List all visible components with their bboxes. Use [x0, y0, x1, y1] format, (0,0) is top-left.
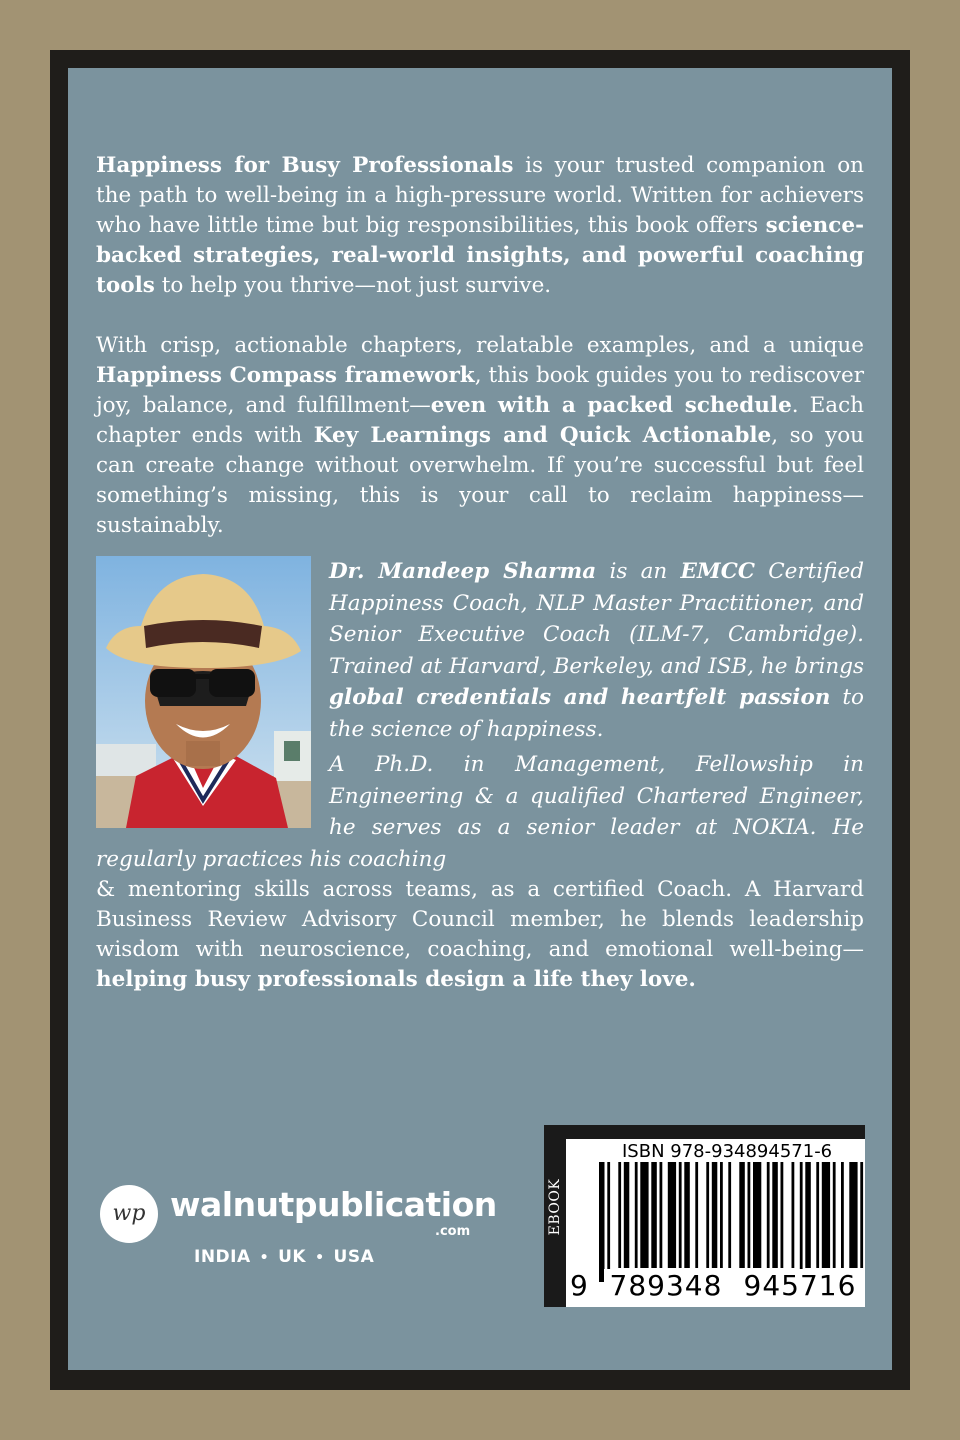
barcode-digit-first: 9 — [570, 1269, 588, 1302]
barcode-bar — [739, 1162, 745, 1268]
barcode-bar — [728, 1162, 731, 1268]
bio-highlight: helping busy professionals design a life they love. — [96, 967, 696, 992]
barcode-bar — [849, 1162, 857, 1268]
barcode-bar — [618, 1162, 621, 1268]
barcode-bar — [668, 1162, 676, 1268]
barcode-bar — [684, 1162, 690, 1268]
barcode-bar — [706, 1162, 709, 1268]
publisher-suffix: .com — [435, 1224, 471, 1239]
bio-text: A Ph.D. in Management, Fellowship in Engineering & a qualified Chartered Engineer, he serves as a senior leader at NOKIA. He regularly practices his coaching — [96, 752, 864, 872]
author-name: Dr. Mandeep Sharma — [329, 559, 597, 584]
publisher-logo — [100, 1183, 497, 1273]
description-text: to help you thrive—not just survive. — [154, 273, 552, 298]
barcode-bar — [695, 1162, 698, 1268]
region-separator: • — [259, 1250, 270, 1266]
barcode-digits-left: 789348 — [604, 1269, 728, 1302]
barcode-bar — [607, 1162, 610, 1282]
description-paragraph-1 — [96, 151, 864, 301]
author-bio-3 — [96, 875, 864, 995]
barcode-bar — [640, 1162, 648, 1268]
barcode-bar — [635, 1162, 638, 1268]
description-highlight: science-backed strategies, real-world insights, and powerful coaching tools — [96, 213, 864, 298]
region-uk: UK — [278, 1247, 307, 1267]
barcode-bar — [816, 1162, 819, 1268]
barcode-bar — [651, 1162, 657, 1268]
description-paragraph-2 — [96, 331, 864, 541]
region-separator: • — [315, 1250, 325, 1266]
barcode-digits-right: 945716 — [738, 1269, 862, 1302]
description-text: , so you can create change without overwhelm. If you’re successful but feel something’s missing, this is your call to reclaim happiness—sustainably. — [96, 423, 865, 538]
publisher-mark: wp — [100, 1185, 158, 1243]
barcode-bar — [860, 1162, 863, 1268]
region-india: INDIA — [194, 1247, 251, 1267]
author-section — [96, 556, 864, 995]
barcode-bar — [772, 1162, 778, 1268]
bio-text: Certified Happiness Coach, NLP Master Practitioner, and Senior Executive Coach (ILM-7, Cambridge). Trained at Harvard, Berkeley, and ISB, he brings — [329, 559, 865, 679]
bio-text: is an — [596, 559, 681, 584]
barcode-bar — [781, 1162, 784, 1268]
barcode-bars — [566, 1162, 865, 1282]
barcode-bar — [720, 1162, 723, 1268]
description-text: is your trusted companion on the path to well-being in a high-pressure world. Written for achievers who have little time but big responsibilities, this book offers — [96, 153, 864, 238]
publisher-regions — [194, 1247, 374, 1267]
description-text: , this book guides you to rediscover joy, balance, and fulfillment— — [96, 363, 864, 418]
barcode-box — [544, 1125, 865, 1307]
description-highlight: even with a packed schedule — [430, 393, 792, 418]
barcode-bar — [800, 1162, 803, 1282]
bio-text: to the science of happiness. — [329, 685, 864, 742]
barcode-bar — [753, 1162, 761, 1268]
region-usa: USA — [333, 1247, 375, 1267]
barcode-bar — [679, 1162, 682, 1268]
barcode-panel — [566, 1139, 865, 1307]
publisher-name: walnutpublication — [170, 1185, 497, 1224]
description-highlight: Happiness Compass framework — [96, 363, 475, 388]
bio-highlight: global credentials and heartfelt passion — [329, 685, 831, 710]
barcode-bar — [792, 1162, 795, 1268]
barcode-bar — [748, 1162, 751, 1268]
ebook-label: EBOOK — [547, 1178, 563, 1236]
barcode-bar — [624, 1162, 630, 1268]
barcode-bar — [767, 1162, 770, 1268]
barcode-bar — [822, 1162, 830, 1268]
barcode-bar — [841, 1162, 844, 1268]
bio-highlight: EMCC — [680, 559, 755, 584]
isbn-label: ISBN 978-934894571-6 — [622, 1141, 833, 1162]
author-photo — [96, 556, 311, 828]
description-highlight: Key Learnings and Quick Actionable — [313, 423, 772, 448]
book-title: Happiness for Busy Professionals — [96, 153, 514, 178]
barcode-bar — [660, 1162, 663, 1268]
barcode-bar — [712, 1162, 718, 1268]
barcode-bar — [599, 1162, 605, 1282]
barcode-bar — [833, 1162, 836, 1268]
description-text: . Each chapter ends with — [96, 393, 864, 448]
bio-text: & mentoring skills across teams, as a certified Coach. A Harvard Business Review Advisory Council member, he blends leadership wisdom with neuroscience, coaching, and emotional well-being— — [96, 877, 864, 962]
description-text: With crisp, actionable chapters, relatable examples, and a unique — [96, 333, 864, 358]
barcode-bar — [805, 1162, 811, 1268]
